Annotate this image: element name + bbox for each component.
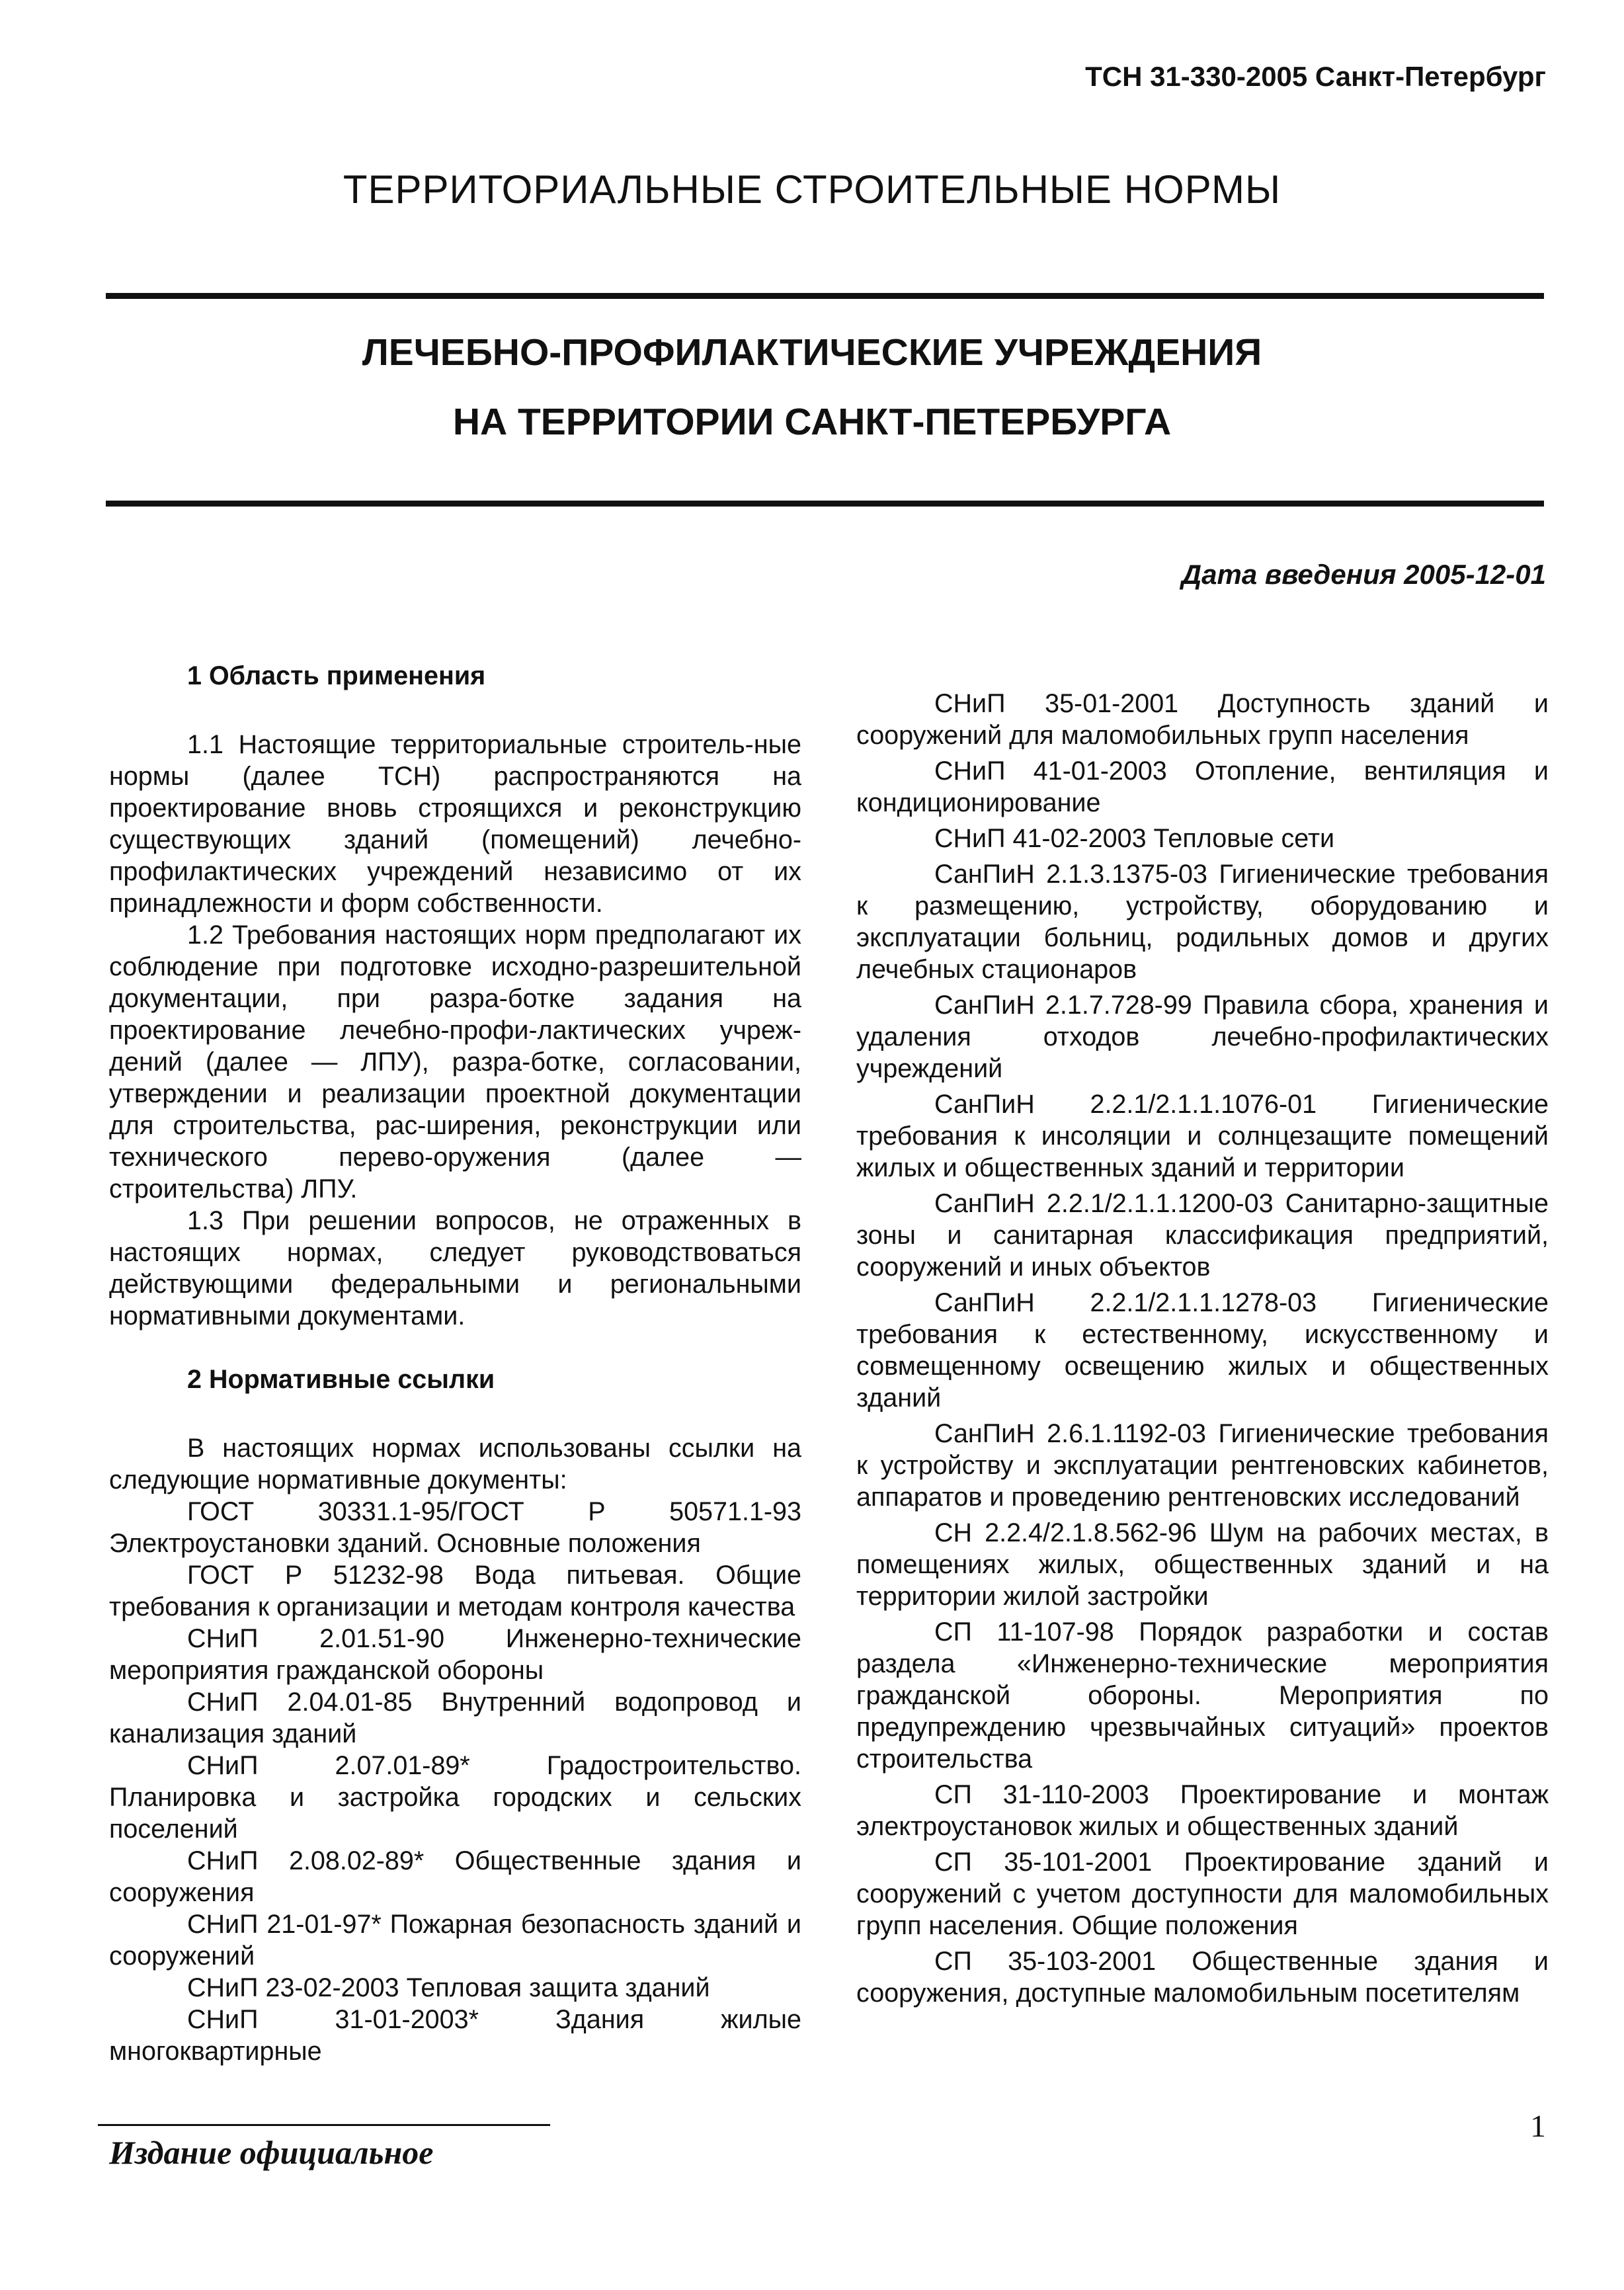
right-column xyxy=(856,688,1549,2013)
reference-item: СНиП 41-01-2003 Отопление, вентиляция и кондиционирование xyxy=(856,757,1549,817)
reference-item: СП 11-107-98 Порядок разработки и состав раздела «Инженерно-технические мероприятия гражданской обороны. Мероприятия по предупреждению чрезвычайных ситуаций» проектов строительства xyxy=(856,1617,1549,1774)
reference-item: СанПиН 2.2.1/2.1.1.1200-03 Санитарно-защитные зоны и санитарная классификация предприятий, сооружений и иных объектов xyxy=(856,1189,1549,1282)
reference-item: СП 35-103-2001 Общественные здания и сооружения, доступные маломобильным посетителям xyxy=(856,1947,1549,2008)
page-number: 1 xyxy=(1530,2109,1546,2144)
reference-item: СНиП 2.01.51-90 Инженерно-технические мероприятия гражданской обороны xyxy=(109,1624,801,1685)
reference-item: СанПиН 2.6.1.1192-03 Гигиенические требования к устройству и эксплуатации рентгеновских кабинетов, аппаратов и проведению рентгеновских исследований xyxy=(856,1419,1549,1512)
document-title-line1: ЛЕЧЕБНО-ПРОФИЛАКТИЧЕСКИЕ УЧРЕЖДЕНИЯ xyxy=(362,331,1262,374)
reference-item: ГОСТ 30331.1-95/ГОСТ Р 50571.1-93 Электроустановки зданий. Основные положения xyxy=(109,1497,801,1558)
reference-item: СН 2.2.4/2.1.8.562-96 Шум на рабочих местах, в помещениях жилых, общественных зданий и на территории жилой застройки xyxy=(856,1518,1549,1611)
left-column xyxy=(109,660,801,2067)
clause-1-1: 1.1 Настоящие территориальные строитель-ные нормы (далее ТСН) распространяются на проектирование вновь строящихся и реконструкцию существующих зданий (помещений) лечебно-профилактических учреждений независимо от их принадлежности и форм собственности. xyxy=(109,730,801,918)
clause-1-2: 1.2 Требования настоящих норм предполагают их соблюдение при подготовке исходно-разрешительной документации, при разра-ботке задания на проектирование лечебно-профи-лактических учреж-дений (далее — ЛПУ), разра-ботке, согласовании, утверждении и реализации проектной документации для строительства, рас-ширения, реконструкции или технического перево-оружения (далее — строительства) ЛПУ. xyxy=(109,920,801,1204)
introduction-date: Дата введения 2005-12-01 xyxy=(1181,559,1546,590)
main-title: ТЕРРИТОРИАЛЬНЫЕ СТРОИТЕЛЬНЫЕ НОРМЫ xyxy=(343,167,1281,212)
reference-item: СНиП 2.04.01-85 Внутренний водопровод и канализация зданий xyxy=(109,1688,801,1748)
reference-item: СНиП 2.07.01-89* Градостроительство. Планировка и застройка городских и сельских поселений xyxy=(109,1751,801,1844)
section-2-heading: 2 Нормативные ссылки xyxy=(187,1365,495,1394)
section-1-heading: 1 Область применения xyxy=(187,661,486,690)
reference-item: СНиП 31-01-2003* Здания жилые многоквартирные xyxy=(109,2005,801,2066)
reference-item: СНиП 41-02-2003 Тепловые сети xyxy=(934,824,1335,853)
footer-rule xyxy=(98,2124,550,2126)
clause-1-3: 1.3 При решении вопросов, не отраженных в настоящих нормах, следует руководствоваться действующими федеральными и региональными нормативными документами. xyxy=(109,1206,801,1330)
reference-item: ГОСТ Р 51232-98 Вода питьевая. Общие требования к организации и методам контроля качества xyxy=(109,1561,801,1621)
reference-item: СНиП 21-01-97* Пожарная безопасность зданий и сооружений xyxy=(109,1910,801,1971)
reference-item: СП 31-110-2003 Проектирование и монтаж электроустановок жилых и общественных зданий xyxy=(856,1780,1549,1841)
document-title-line2: НА ТЕРРИТОРИИ САНКТ-ПЕТЕРБУРГА xyxy=(452,401,1172,443)
reference-item: СНиП 35-01-2001 Доступность зданий и сооружений для маломобильных групп населения xyxy=(856,689,1549,750)
reference-item: СанПиН 2.1.7.728-99 Правила сбора, хранения и удаления отходов лечебно-профилактических учреждений xyxy=(856,991,1549,1083)
reference-item: СанПиН 2.1.3.1375-03 Гигиенические требования к размещению, устройству, оборудованию и эксплуатации больниц, родильных домов и других лечебных стационаров xyxy=(856,860,1549,984)
reference-item: СНиП 2.08.02-89* Общественные здания и сооружения xyxy=(109,1846,801,1907)
document-code: ТСН 31-330-2005 Санкт-Петербург xyxy=(1085,61,1546,92)
reference-item: СНиП 23-02-2003 Тепловая защита зданий xyxy=(187,1973,710,2002)
title-rule-top xyxy=(106,293,1544,299)
title-rule-bottom xyxy=(106,501,1544,507)
reference-item: СанПиН 2.2.1/2.1.1.1278-03 Гигиенические требования к естественному, искусственному и совмещенному освещению жилых и общественных зданий xyxy=(856,1288,1549,1412)
reference-item: СП 35-101-2001 Проектирование зданий и сооружений с учетом доступности для маломобильных групп населения. Общие положения xyxy=(856,1848,1549,1940)
section-2-intro: В настоящих нормах использованы ссылки на следующие нормативные документы: xyxy=(109,1434,801,1494)
reference-item: СанПиН 2.2.1/2.1.1.1076-01 Гигиенические требования к инсоляции и солнцезащите помещений жилых и общественных зданий и территории xyxy=(856,1090,1549,1182)
official-edition-label: Издание официальное xyxy=(109,2134,434,2171)
